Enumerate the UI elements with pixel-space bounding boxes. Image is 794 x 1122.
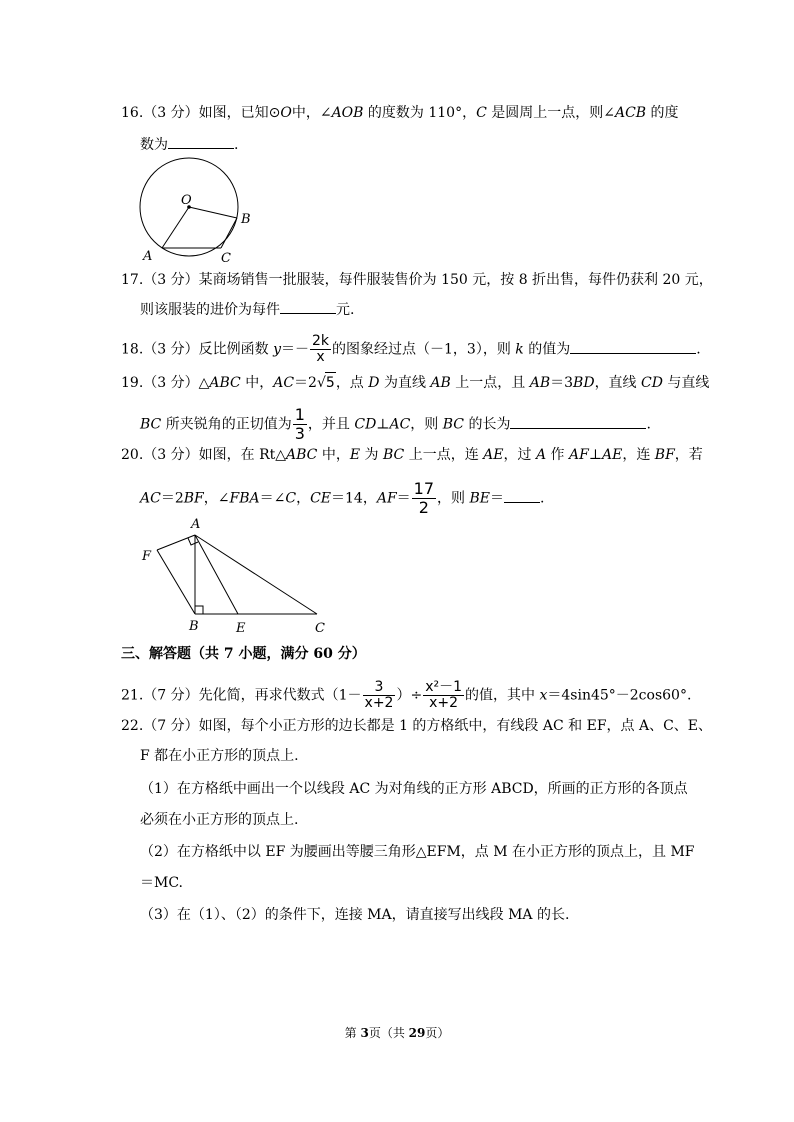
q22-part1-a: （1）在方格纸中画出一个以线段 AC 为对角线的正方形 ABCD，所画的正方形的各顶点 <box>140 781 688 797</box>
circle-dot-icon: ⊙ <box>268 105 281 121</box>
segment-ac <box>195 535 317 614</box>
segment-ob <box>189 207 237 218</box>
fraction-1-3: $\frac{1}{3}$ <box>294 405 305 443</box>
q22-part2-b: ＝MC. <box>140 875 183 891</box>
answer-blank[interactable] <box>280 299 336 314</box>
label-a: A <box>191 517 201 532</box>
label-e: E <box>236 621 246 636</box>
q19-line2: BC 所夹锐角的正切值为 $\frac{1}{3}$ ，并且 CD⊥AC，则 BC 的长为 . <box>140 405 651 443</box>
segment-cb <box>221 218 237 248</box>
circle-figure <box>133 155 263 265</box>
q20-line2: AC＝2BF，∠FBA＝∠C，CE＝14，AF＝ $\frac{17}{2}$ ，则 BE＝ . <box>140 479 545 517</box>
q22-line2: F 都在小正方形的顶点上. <box>140 748 299 764</box>
label-b: B <box>189 619 199 634</box>
fraction-x2-1-x-plus-2: $\frac{\text{x²－1}}{x+2}$ <box>425 679 463 711</box>
q20-line1: 20.（3 分）如图，在 Rt△ABC 中，E 为 BC 上一点，连 AE，过 A 作 AF⊥AE，连 BF，若 <box>121 447 703 463</box>
q17-line2: 则该服装的进价为每件 元. <box>140 299 354 320</box>
fraction-17-2: $\frac{17}{2}$ <box>413 479 435 517</box>
sqrt-icon: √ <box>316 375 326 391</box>
q21-line: 21.（7 分）先化简，再求代数式（1－ $\frac{3}{x+2}$ ）÷ $\frac{\text{x²－1}}{x+2}$ 的值，其中 x＝4sin45°－2cos60°. <box>121 679 692 711</box>
label-o: O <box>181 193 192 208</box>
segment-oa <box>162 207 189 248</box>
segment-fb <box>157 550 195 614</box>
segment-af <box>157 535 195 550</box>
triangle-figure <box>138 515 338 637</box>
q18-line: 18.（3 分）反比例函数 y＝－ $\frac{2k}{x}$ 的图象经过点（－1，3），则 k 的值为 . <box>121 333 701 365</box>
label-f: F <box>142 549 152 564</box>
right-angle-mark-a <box>188 538 198 545</box>
segment-ae <box>195 535 238 614</box>
answer-blank[interactable] <box>510 414 646 429</box>
label-a: A <box>143 249 153 264</box>
fraction-3-x-plus-2: $\frac{3}{x+2}$ <box>364 679 394 711</box>
q22-part2-a: （2）在方格纸中以 EF 为腰画出等腰三角形△EFM，点 M 在小正方形的顶点上，且 MF <box>140 844 695 860</box>
label-c: C <box>315 621 325 636</box>
q22-part1-b: 必须在小正方形的顶点上. <box>140 812 299 828</box>
q16-line1: 16.（3 分）如图，已知⊙O中，∠AOB 的度数为 110°，C 是圆周上一点，则∠ACB 的度 <box>121 105 679 121</box>
right-angle-mark-b <box>195 606 203 614</box>
fraction-2k-x: $\frac{2k}{x}$ <box>312 333 330 365</box>
q22-part3: （3）在（1）、（2）的条件下，连接 MA，请直接写出线段 MA 的长. <box>140 907 570 923</box>
answer-blank[interactable] <box>168 134 234 149</box>
q16-line2: 数为 . <box>140 134 238 155</box>
page-footer: 第 3页（共 29页） <box>344 1026 450 1040</box>
q17-line1: 17.（3 分）某商场销售一批服装，每件服装售价为 150 元，按 8 折出售，每件仍获利 20 元， <box>121 272 713 288</box>
q22-line1: 22.（7 分）如图，每个小正方形的边长都是 1 的方格纸中，有线段 AC 和 EF，点 A、C、E、 <box>121 718 713 734</box>
q19-line1: 19.（3 分）△ABC 中，AC＝2√5，点 D 为直线 AB 上一点，且 AB＝3BD，直线 CD 与直线 <box>121 372 709 393</box>
answer-blank[interactable] <box>504 488 540 503</box>
answer-blank[interactable] <box>570 339 696 354</box>
label-b: B <box>241 212 251 227</box>
label-c: C <box>221 251 231 265</box>
section-heading: 三、解答题（共 7 小题，满分 60 分） <box>121 646 366 662</box>
